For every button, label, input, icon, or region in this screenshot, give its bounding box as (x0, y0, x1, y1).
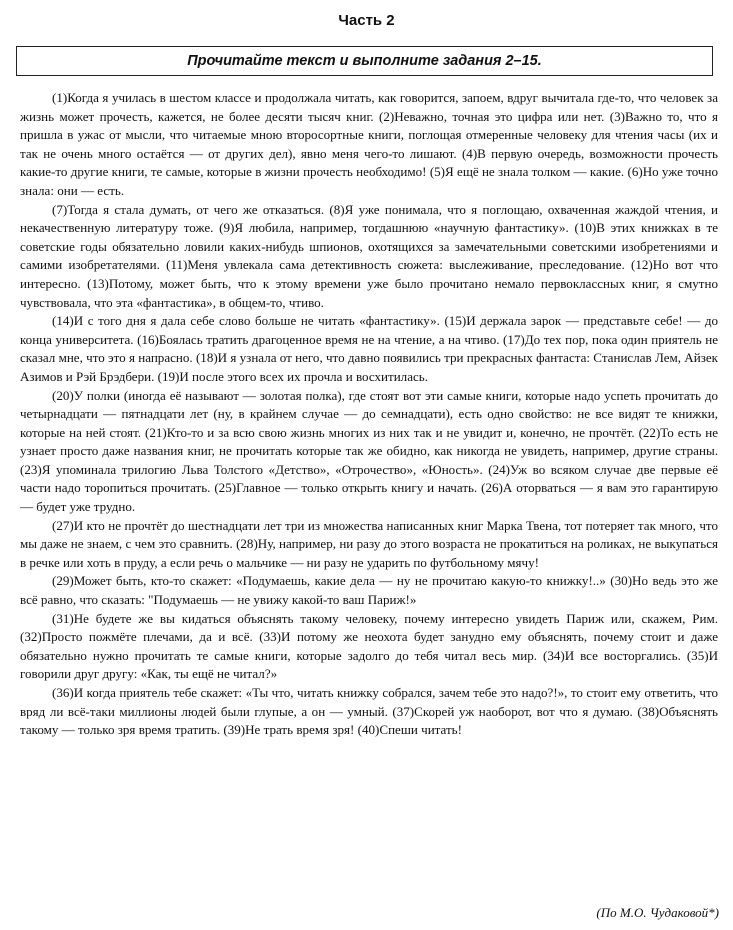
paragraph: (31)Не будете же вы кидаться объяснять такому человеку, почему интересно увидеть Париж или, скажем, Рим. (32)Просто пожмёте плечами, да и всё. (33)И потому же неохота будет занудно ему объяснять, почему стоит и даже обязательно нужно прочитать те самые книги, которые задолго до тебя читал весь мир. (34)И все восторгались. (35)И говорили друг другу: «Как, ты ещё не читал?» (20, 610, 718, 682)
task-instruction: Прочитайте текст и выполните задания 2–15. (187, 53, 542, 69)
source-attribution: (По М.О. Чудаковой*) (596, 905, 719, 920)
paragraph: (20)У полки (иногда её называют — золотая полка), где стоят вот эти самые книги, которые надо успеть прочитать до четырнадцати — пятнадцати лет (ну, в крайнем случае — до семнадцати), есть одно свойство: не все видят те книжки, которые на ней стоят. (21)Кто-то и за всю свою жизнь многих из них так и не увидит и, конечно, не прочтёт. (22)То есть не узнает просто даже названия книг, не прочитать которые так же обидно, как никогда не увидеть, например, другие страны. (23)Я упоминала трилогию Льва Толстого «Детство», «Отрочество», «Юность». (24)Уж во всяком случае две первые её части надо торопиться прочитать. (25)Главное — только открыть книгу и начать. (26)А оторваться — я вам это гарантирую — будет уже трудно. (20, 387, 718, 515)
paragraph: (1)Когда я училась в шестом классе и продолжала читать, как говорится, запоем, вдруг вычитала где-то, что человек за жизнь может прочесть, кажется, не более десяти тысяч книг. (2)Неважно, точная это цифра или нет. (3)Важно то, что я пришла в ужас от мысли, что читаемые мною второсортные книги, поглощая отмеренные человеку для чтения часы (их и так не очень много остаётся — от других дел), явно меня чего-то лишают. (4)В первую очередь, возможности прочесть какие-то другие книги, те самые, которые в жизни прочесть необходимо! (5)Я ещё не знала толком — какие. (6)Но уже точно знала: они — есть. (20, 90, 718, 198)
task-instruction-box (16, 46, 713, 76)
part-title: Часть 2 (338, 12, 395, 29)
paragraph: (29)Может быть, кто-то скажет: «Подумаешь, какие дела — ну не прочитаю какую-то книжку!..» (30)Но ведь это же всё равно, что сказать: "Подумаешь — не увижу какой-то ваш Париж!» (20, 573, 718, 608)
paragraph: (14)И с того дня я дала себе слово больше не читать «фантастику». (15)И держала зарок — представьте себе! — до конца университета. (16)Боялась тратить драгоценное время не на чтение, а на чтиво. (17)До тех пор, пока один приятель не сказал мне, что это я напрасно. (18)И я узнала от него, что давно появились три прекрасных фантаста: Станислав Лем, Айзек Азимов и Рэй Брэдбери. (19)И после этого всех их прочла и восхитилась. (20, 313, 718, 384)
paragraph: (27)И кто не прочтёт до шестнадцати лет три из множества написанных книг Марка Твена, тот потеряет так много, что мы даже не знаем, с чем это сравнить. (28)Ну, например, ни разу до этого возраста не прокатиться на роликах, не выкупаться в речке или хоть в пруду, а если речь о мальчике — ни разу не ударить по футбольному мячу! (20, 517, 718, 570)
paragraph: (7)Тогда я стала думать, от чего же отказаться. (8)Я уже понимала, что я поглощаю, охваченная жаждой чтения, и некачественную литературу тоже. (9)Я любила, например, тогдашнюю «научную фантастику». (10)В этих книжках в те советские годы обязательно ловили каких-нибудь шпионов, охотящихся за замечательными советскими изобретениями и самими изобретателями. (11)Меня увлекала сама детективность сюжета: выслеживание, преследование. (12)Но вот что интересно. (13)Потому, может быть, что к этому времени уже было прочитано немало первоклассных книг, я смутно чувствовала, что эта «фантастика», в общем-то, чтиво. (20, 201, 718, 310)
reading-text (20, 89, 718, 740)
paragraph: (36)И когда приятель тебе скажет: «Ты что, читать книжку собрался, зачем тебе это надо?!», то стоит ему ответить, что вряд ли всё-таки миллионы людей были глупые, а он — умный. (37)Скорей уж наоборот, вот что я думаю. (38)Объяснять такому — только зря время тратить. (39)Не трать время зря! (40)Спеши читать! (20, 685, 718, 738)
